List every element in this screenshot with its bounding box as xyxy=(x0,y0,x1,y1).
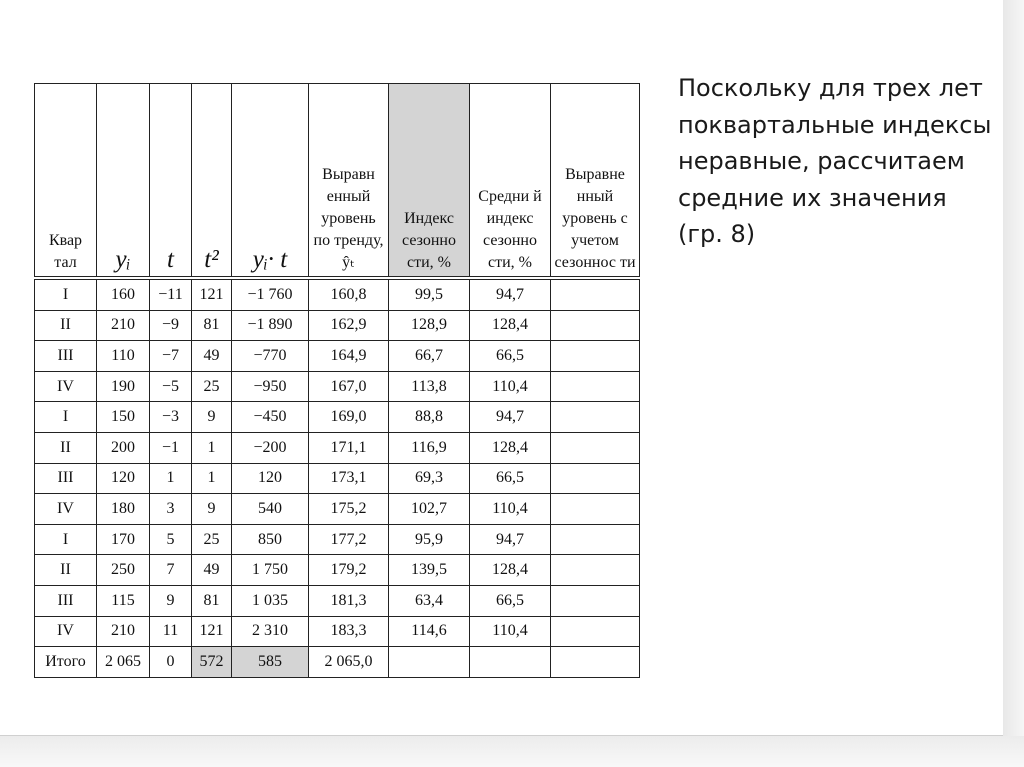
seasonality-table xyxy=(34,83,640,678)
table-cell: 120 xyxy=(232,463,309,494)
table-cell: −450 xyxy=(232,402,309,433)
table-cell: III xyxy=(35,341,97,372)
table-row xyxy=(35,341,640,372)
table-cell xyxy=(551,616,640,647)
table-cell xyxy=(389,647,470,678)
table-cell: 169,0 xyxy=(309,402,389,433)
header-t: t xyxy=(150,84,192,279)
table-cell: 150 xyxy=(97,402,150,433)
table-cell: 9 xyxy=(192,402,232,433)
table-row xyxy=(35,494,640,525)
table-cell: II xyxy=(35,555,97,586)
table-cell: 120 xyxy=(97,463,150,494)
table-cell: 171,1 xyxy=(309,432,389,463)
table-cell: 1 750 xyxy=(232,555,309,586)
table-row xyxy=(35,310,640,341)
table-cell: 183,3 xyxy=(309,616,389,647)
table-cell: 115 xyxy=(97,585,150,616)
header-seasonality-index: Индекс сезонно сти, % xyxy=(389,84,470,279)
table-cell xyxy=(470,647,551,678)
table-cell: 540 xyxy=(232,494,309,525)
table-cell: III xyxy=(35,463,97,494)
table-cell: 94,7 xyxy=(470,402,551,433)
table-row xyxy=(35,371,640,402)
table-cell: IV xyxy=(35,371,97,402)
table-cell: 128,4 xyxy=(470,555,551,586)
table-cell xyxy=(551,432,640,463)
table-cell: 3 xyxy=(150,494,192,525)
table-cell: Итого xyxy=(35,647,97,678)
table-cell: 49 xyxy=(192,341,232,372)
table-cell: 66,5 xyxy=(470,585,551,616)
table-cell: −1 xyxy=(150,432,192,463)
header-y-times-t: yᵢ· t xyxy=(232,84,309,279)
table-cell: 63,4 xyxy=(389,585,470,616)
table-cell: 5 xyxy=(150,524,192,555)
table-cell: 128,4 xyxy=(470,310,551,341)
table-row xyxy=(35,432,640,463)
header-mean-seasonality-index: Средни й индекс сезонно сти, % xyxy=(470,84,551,279)
table-cell: 121 xyxy=(192,278,232,310)
table-cell: 160,8 xyxy=(309,278,389,310)
table-cell: 94,7 xyxy=(470,278,551,310)
slide-shadow-bottom xyxy=(0,736,1024,767)
table-cell: 1 035 xyxy=(232,585,309,616)
table-cell: −9 xyxy=(150,310,192,341)
table-row xyxy=(35,278,640,310)
table-cell: 850 xyxy=(232,524,309,555)
table-cell xyxy=(551,585,640,616)
table-cell: 128,4 xyxy=(470,432,551,463)
table-cell: 81 xyxy=(192,310,232,341)
table-cell: −7 xyxy=(150,341,192,372)
table-cell: −950 xyxy=(232,371,309,402)
table-cell: 210 xyxy=(97,310,150,341)
table-cell: 250 xyxy=(97,555,150,586)
table-cell xyxy=(551,402,640,433)
table-cell xyxy=(551,278,640,310)
table-cell: 66,5 xyxy=(470,463,551,494)
table-cell: −11 xyxy=(150,278,192,310)
table-cell: −200 xyxy=(232,432,309,463)
table-cell: 210 xyxy=(97,616,150,647)
table-cell: 175,2 xyxy=(309,494,389,525)
table-row xyxy=(35,585,640,616)
table-cell: 7 xyxy=(150,555,192,586)
table-cell: 585 xyxy=(232,647,309,678)
table-cell: 94,7 xyxy=(470,524,551,555)
header-y: yᵢ xyxy=(97,84,150,279)
table-cell: 81 xyxy=(192,585,232,616)
header-quarter: Квар тал xyxy=(35,84,97,279)
table-cell: 1 xyxy=(150,463,192,494)
table-cell: 66,7 xyxy=(389,341,470,372)
table-cell: 1 xyxy=(192,432,232,463)
table-cell: 1 xyxy=(192,463,232,494)
table-row xyxy=(35,616,640,647)
header-trend-level: Выравн енный уровень по тренду, ŷₜ xyxy=(309,84,389,279)
table-cell: 2 310 xyxy=(232,616,309,647)
table-cell: 88,8 xyxy=(389,402,470,433)
header-t-squared: t² xyxy=(192,84,232,279)
table-cell: 2 065,0 xyxy=(309,647,389,678)
table-cell: −770 xyxy=(232,341,309,372)
table-cell: IV xyxy=(35,494,97,525)
table-cell: 160 xyxy=(97,278,150,310)
table-cell: 173,1 xyxy=(309,463,389,494)
table-cell: −1 760 xyxy=(232,278,309,310)
table-cell: 110 xyxy=(97,341,150,372)
table-cell: I xyxy=(35,402,97,433)
table-cell xyxy=(551,524,640,555)
table-cell: 179,2 xyxy=(309,555,389,586)
table-cell: IV xyxy=(35,616,97,647)
table-cell xyxy=(551,647,640,678)
table-cell: 25 xyxy=(192,371,232,402)
table-cell: 110,4 xyxy=(470,616,551,647)
table-cell: 11 xyxy=(150,616,192,647)
table-cell: 2 065 xyxy=(97,647,150,678)
table-cell: 139,5 xyxy=(389,555,470,586)
table-cell: −5 xyxy=(150,371,192,402)
table-cell: −1 890 xyxy=(232,310,309,341)
table-cell: 128,9 xyxy=(389,310,470,341)
table-cell: 164,9 xyxy=(309,341,389,372)
table-cell: 114,6 xyxy=(389,616,470,647)
table-row xyxy=(35,463,640,494)
table-cell: III xyxy=(35,585,97,616)
table-cell: 110,4 xyxy=(470,371,551,402)
table-cell: 102,7 xyxy=(389,494,470,525)
table-cell: 9 xyxy=(192,494,232,525)
table-cell: 181,3 xyxy=(309,585,389,616)
table-cell: 167,0 xyxy=(309,371,389,402)
table-cell: 95,9 xyxy=(389,524,470,555)
table-cell: −3 xyxy=(150,402,192,433)
table-cell: 121 xyxy=(192,616,232,647)
table-cell xyxy=(551,555,640,586)
table-cell: 25 xyxy=(192,524,232,555)
table-cell: 113,8 xyxy=(389,371,470,402)
table-header-row xyxy=(35,84,640,279)
table-cell: I xyxy=(35,278,97,310)
table-cell: 177,2 xyxy=(309,524,389,555)
table-row xyxy=(35,555,640,586)
table-cell: 180 xyxy=(97,494,150,525)
table-cell: I xyxy=(35,524,97,555)
table-cell: 66,5 xyxy=(470,341,551,372)
table-cell: II xyxy=(35,310,97,341)
table-cell: 69,3 xyxy=(389,463,470,494)
table-cell: 49 xyxy=(192,555,232,586)
table-cell: 110,4 xyxy=(470,494,551,525)
table-row xyxy=(35,524,640,555)
header-seasonal-level: Выравне нный уровень с учетом сезоннос ти xyxy=(551,84,640,279)
table-row xyxy=(35,402,640,433)
table-cell: 200 xyxy=(97,432,150,463)
table-total-row xyxy=(35,647,640,678)
table-cell: 170 xyxy=(97,524,150,555)
table-cell xyxy=(551,371,640,402)
table-cell xyxy=(551,463,640,494)
table-cell: 162,9 xyxy=(309,310,389,341)
table-cell: 572 xyxy=(192,647,232,678)
explanation-text: Поскольку для трех лет поквартальные индексы неравные, рассчитаем средние их значения (гр. 8) xyxy=(678,74,992,248)
table-cell: 190 xyxy=(97,371,150,402)
table-cell: 0 xyxy=(150,647,192,678)
table-cell: 116,9 xyxy=(389,432,470,463)
table-cell xyxy=(551,341,640,372)
table-cell xyxy=(551,494,640,525)
table-cell: II xyxy=(35,432,97,463)
slide-shadow xyxy=(1003,0,1024,767)
table-cell xyxy=(551,310,640,341)
table-cell: 9 xyxy=(150,585,192,616)
table-cell: 99,5 xyxy=(389,278,470,310)
